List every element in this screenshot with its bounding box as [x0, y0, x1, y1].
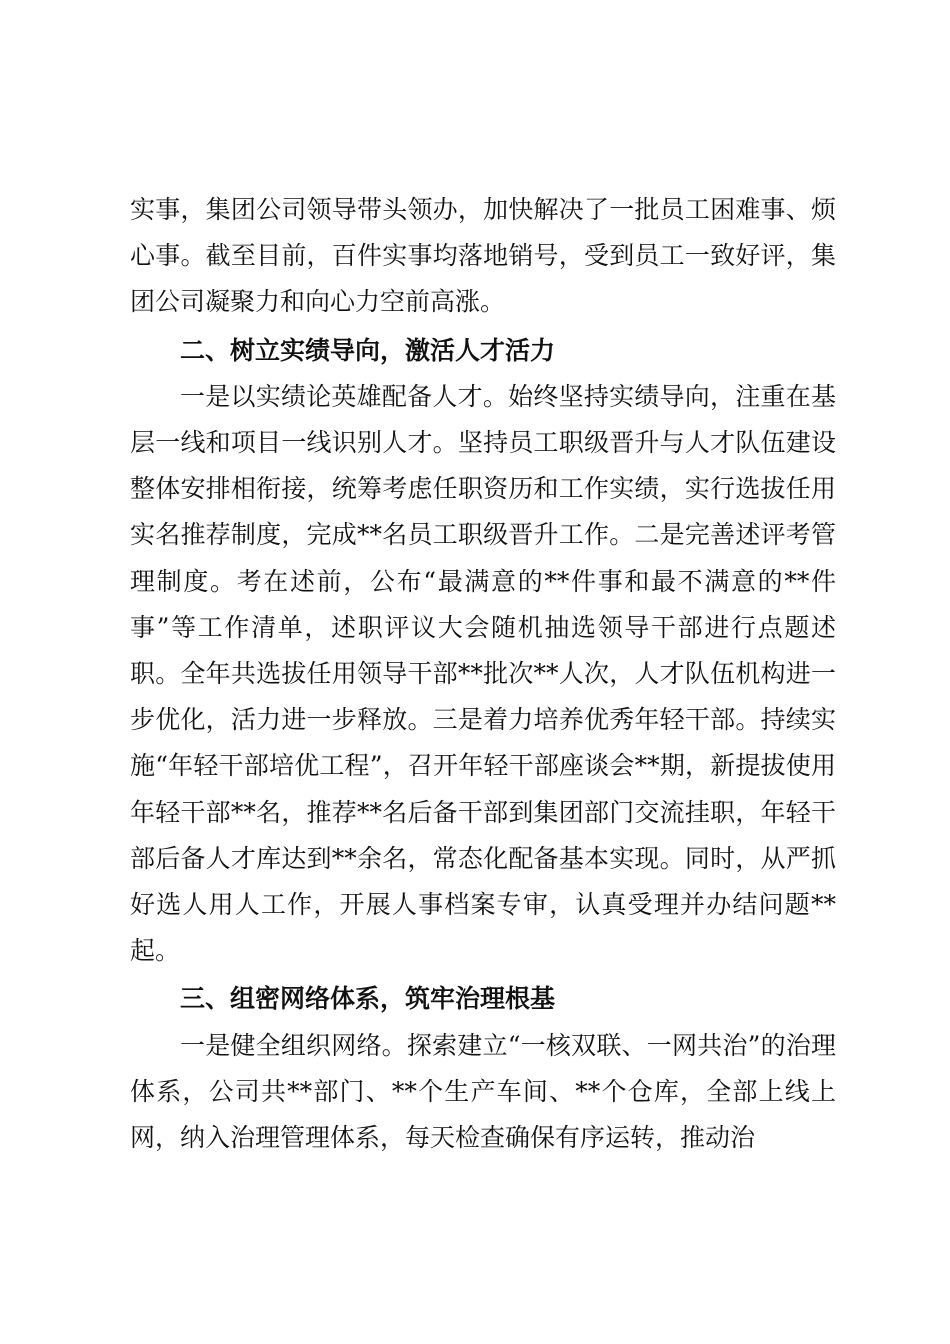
- paragraph-network: 一是健全组织网络。探索建立“一核双联、一网共治”的治理体系，公司共**部门、**个生产车间、**个仓库，全部上线上网，纳入治理管理体系，每天检查确保有序运转，推动治: [130, 1030, 836, 1153]
- paragraph-talent: 一是以实绩论英雄配备人才。始终坚持实绩导向，注重在基层一线和项目一线识别人才。坚持员工职级晋升与人才队伍建设整体安排相衔接，统筹考虑任职资历和工作实绩，实行选拔任用实名推荐制度，完成**名员工职级晋升工作。二是完善述评考管理制度。考在述前，公布“最满意的**件事和最不满意的**件事”等工作清单，述职评议大会随机抽选领导干部进行点题述职。全年共选拔任用领导干部**批次**人次，人才队伍机构进一步优化，活力进一步释放。三是着力培养优秀年轻干部。持续实施“年轻干部培优工程”，召开年轻干部座谈会**期，新提拔使用年轻干部**名，推荐**名后备干部到集团部门交流挂职，年轻干部后备人才库达到**余名，常态化配备基本实现。同时，从严抓好选人用人工作，开展人事档案专审，认真受理并办结问题**起。: [130, 381, 836, 966]
- section-heading-three: 三、组密网络体系，筑牢治理根基: [180, 984, 556, 1014]
- section-heading-two: 二、树立实绩导向，激活人才活力: [180, 335, 556, 365]
- document-body: [130, 187, 836, 1161]
- paragraph-continuation: 实事，集团公司领导带头领办，加快解决了一批员工困难事、烦心事。截至目前，百件实事均落地销号，受到员工一致好评，集团公司凝聚力和向心力空前高涨。: [130, 195, 836, 317]
